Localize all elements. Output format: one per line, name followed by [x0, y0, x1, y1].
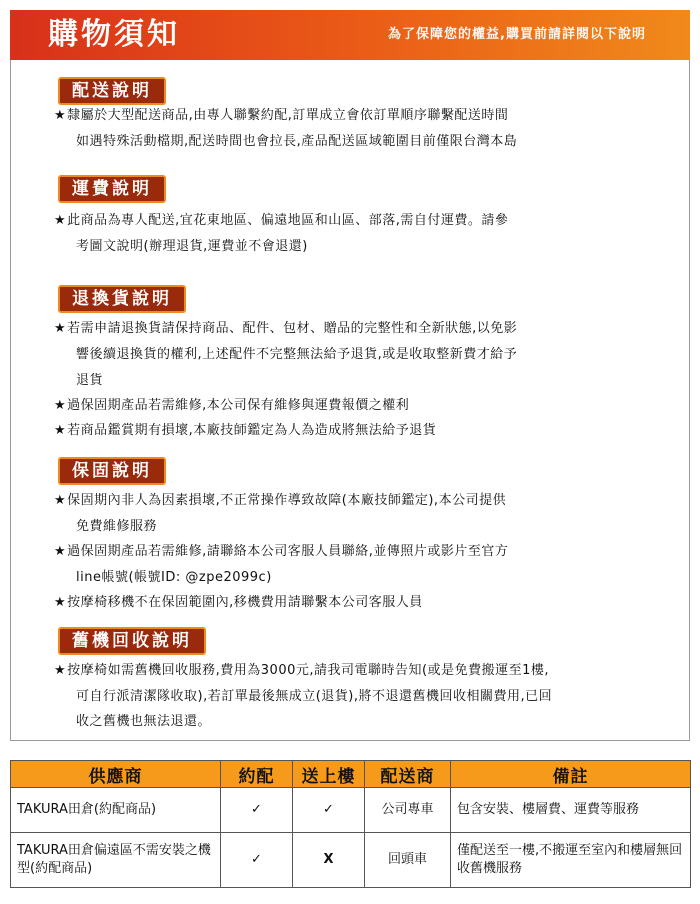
- header-upstairs: 送上樓: [293, 761, 365, 788]
- section-title-shipping-fee: 運費說明: [58, 175, 166, 203]
- returns-line-1: ★若需申請退換貨請保持商品、配件、包材、贈品的完整性和全新狀態,以免影: [54, 321, 518, 336]
- header-carrier: 配送商: [365, 761, 451, 788]
- warranty-line-2: 免費維修服務: [76, 519, 158, 534]
- bullet-star: ★: [54, 544, 67, 559]
- supplier-cell: TAKURA田倉偏遠區不需安裝之機型(約配商品): [11, 833, 221, 888]
- cross-icon: X: [293, 833, 365, 888]
- delivery-line-2: 如遇特殊活動檔期,配送時間也會拉長,產品配送區域範圍目前僅限台灣本島: [76, 134, 518, 149]
- header-banner: [10, 10, 690, 60]
- bullet-star: ★: [54, 108, 67, 123]
- note-cell: 包含安裝、樓層費、運費等服務: [451, 788, 691, 833]
- delivery-line-1: ★隸屬於大型配送商品,由專人聯繫約配,訂單成立會依訂單順序聯繫配送時間: [54, 108, 509, 123]
- supplier-cell: TAKURA田倉(約配商品): [11, 788, 221, 833]
- table-header-row: [11, 761, 691, 788]
- page-title: 購物須知: [48, 17, 180, 52]
- returns-line-3: 退貨: [76, 373, 104, 388]
- shipping-line-1: ★此商品為專人配送,宜花東地區、偏遠地區和山區、部落,需自付運費。請參: [54, 213, 509, 228]
- bullet-star: ★: [54, 663, 67, 678]
- warranty-line-1: ★保固期內非人為因素損壞,不正常操作導致故障(本廠技師鑑定),本公司提供: [54, 493, 507, 508]
- check-icon: ✓: [221, 833, 293, 888]
- recycle-line-3: 收之舊機也無法退還。: [76, 714, 212, 729]
- check-icon: ✓: [293, 788, 365, 833]
- bullet-star: ★: [54, 423, 67, 438]
- bullet-star: ★: [54, 321, 67, 336]
- section-title-delivery: 配送說明: [58, 77, 166, 105]
- table-row: [11, 833, 691, 888]
- section-title-recycle: 舊機回收說明: [58, 627, 206, 655]
- note-cell: 僅配送至一樓,不搬運至室內和樓層無回收舊機服務: [451, 833, 691, 888]
- recycle-line-2: 可自行派清潔隊收取),若訂單最後無成立(退貨),將不退還舊機回收相關費用,已回: [76, 689, 553, 704]
- warranty-line-4: line帳號(帳號ID: @zpe2099c): [76, 570, 272, 585]
- header-supplier: 供應商: [11, 761, 221, 788]
- carrier-cell: 公司專車: [365, 788, 451, 833]
- shipping-line-2: 考圖文說明(辦理退貨,運費並不會退還): [76, 239, 308, 254]
- table-row: [11, 788, 691, 833]
- returns-line-4: ★過保固期產品若需維修,本公司保有維修與運費報價之權利: [54, 398, 410, 413]
- warranty-line-3: ★過保固期產品若需維修,請聯絡本公司客服人員聯絡,並傳照片或影片至官方: [54, 544, 509, 559]
- bullet-star: ★: [54, 398, 67, 413]
- page-subtitle: 為了保障您的權益,購買前請詳閱以下說明: [388, 27, 646, 42]
- recycle-line-1: ★按摩椅如需舊機回收服務,費用為3000元,請我司電聯時告知(或是免費搬運至1樓,: [54, 663, 549, 678]
- check-icon: ✓: [221, 788, 293, 833]
- bullet-star: ★: [54, 213, 67, 228]
- carrier-cell: 回頭車: [365, 833, 451, 888]
- supplier-table: [10, 760, 691, 888]
- warranty-line-5: ★按摩椅移機不在保固範圍內,移機費用請聯繫本公司客服人員: [54, 595, 423, 610]
- section-title-warranty: 保固說明: [58, 457, 166, 485]
- returns-line-2: 響後續退換貨的權利,上述配件不完整無法給予退貨,或是收取整新費才給予: [76, 347, 518, 362]
- bullet-star: ★: [54, 493, 67, 508]
- bullet-star: ★: [54, 595, 67, 610]
- returns-line-5: ★若商品鑑賞期有損壞,本廠技師鑑定為人為造成將無法給予退貨: [54, 423, 437, 438]
- header-note: 備註: [451, 761, 691, 788]
- header-appointment: 約配: [221, 761, 293, 788]
- section-title-returns: 退換貨說明: [58, 285, 186, 313]
